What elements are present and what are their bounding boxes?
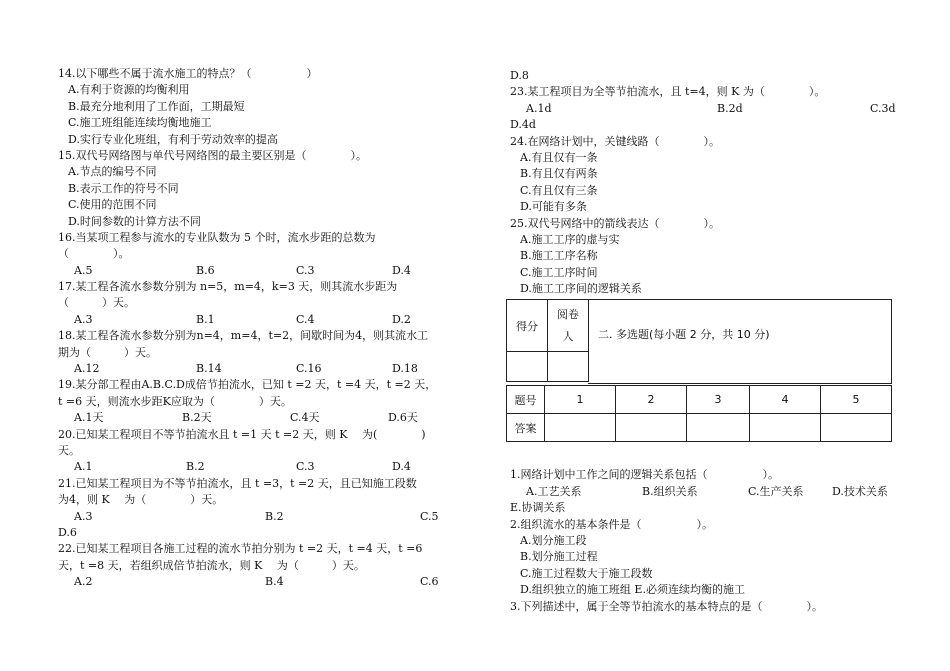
header-right-border	[891, 299, 892, 383]
q24-option-d: D.可能有多条	[520, 200, 587, 214]
q17-stem-line2: （ ）天。	[58, 296, 135, 310]
m1-option-e: E.协调关系	[510, 501, 566, 515]
q18-option-d: D.18	[392, 362, 418, 376]
q15-stem: 15.双代号网络图与单代号网络图的最主要区别是（ ）。	[58, 148, 367, 162]
q15-option-b: B.表示工作的符号不同	[68, 181, 179, 195]
q18-option-a: A.12	[74, 362, 100, 376]
grader-label-line1: 阅卷	[557, 307, 579, 321]
answer-cell-5[interactable]	[821, 414, 892, 442]
q23-option-c: C.3d	[870, 101, 896, 115]
header-top-border	[588, 299, 892, 300]
q23-option-b: B.2d	[717, 101, 743, 115]
q17-option-c: C.4	[296, 312, 315, 326]
grader-table	[506, 299, 589, 382]
m1-option-a: A.工艺关系	[526, 484, 582, 498]
q22-stem-line2: 天，t =8 天，若组织成倍节拍流水，则 K 为（ ）天。	[58, 558, 365, 572]
q20-options	[58, 459, 443, 475]
q14-option-d: D.实行专业化班组，有利于劳动效率的提高	[68, 132, 278, 146]
q19-option-b: B.2天	[182, 411, 212, 425]
q18-option-c: C.16	[296, 362, 322, 376]
q16-option-d: D.4	[392, 263, 411, 277]
left-column	[58, 66, 443, 591]
q25-option-b: B.施工工序名称	[520, 249, 598, 263]
q22-option-b: B.4	[265, 575, 284, 589]
q24-option-c: C.有且仅有三条	[520, 183, 598, 197]
q20-stem-line1: 20.已知某工程项目不等节拍流水且 t =1 天 t =2 天，则 K 为( )	[58, 427, 426, 441]
q17-option-d: D.2	[392, 312, 411, 326]
q16-option-b: B.6	[196, 263, 215, 277]
q21-stem-line2: 为4，则 K 为（ ）天。	[58, 493, 224, 507]
m1-option-c: C.生产关系	[748, 484, 804, 498]
q23-option-a: A.1d	[526, 101, 552, 115]
q15-option-a: A.节点的编号不同	[68, 165, 157, 179]
grader-label-line2: 人	[562, 329, 574, 343]
m2-option-b: B.划分施工过程	[520, 550, 598, 564]
m1-stem: 1.网络计划中工作之间的逻辑关系包括（ ）。	[510, 468, 779, 482]
q21-option-b: B.2	[265, 509, 284, 523]
grader-cell[interactable]	[548, 352, 589, 382]
q20-option-b: B.2	[186, 460, 205, 474]
q19-option-a: A.1天	[74, 411, 104, 425]
q14-option-b: B.最充分地利用了工作面，工期最短	[68, 99, 245, 113]
m1-options	[510, 484, 895, 500]
q17-stem-line1: 17.某工程各流水参数分别为 n=5，m=4，k=3 天，则其流水步距为	[58, 280, 398, 294]
q16-stem-line2: （ ）。	[58, 247, 130, 261]
q14-option-a: A.有利于资源的均衡利用	[68, 83, 190, 97]
right-column	[510, 68, 895, 615]
q22-option-a: A.2	[74, 575, 93, 589]
q19-stem-line2: t =6 天，则流水步距K应取为（ ）天。	[58, 394, 292, 408]
q16-option-c: C.3	[296, 263, 315, 277]
q15-option-c: C.使用的范围不同	[68, 198, 157, 212]
question-number-1: 1	[545, 386, 616, 414]
m1-option-b: B.组织关系	[642, 484, 698, 498]
m3-stem: 3.下列描述中，属于全等节拍流水的基本特点的是（ ）。	[510, 599, 823, 613]
q23-stem: 23.某工程项目为全等节拍流水，且 t=4，则 K 为（ ）。	[510, 85, 826, 99]
q19-option-c: C.4天	[290, 411, 320, 425]
header-border	[588, 383, 892, 384]
answer-label: 答案	[507, 414, 545, 442]
q25-stem: 25.双代号网络中的箭线表达（ ）。	[510, 216, 720, 230]
q21-stem-line1: 21.已知某工程项目为不等节拍流水，且 t =3，t =2 天，且已知施工段数	[58, 476, 417, 490]
question-number-5: 5	[821, 386, 892, 414]
q22-stem-line1: 22.已知某工程项目各施工过程的流水节拍分别为 t =2 天，t =4 天，t =6	[58, 542, 423, 556]
q19-option-d: D.6天	[388, 411, 418, 425]
q15-option-d: D.时间参数的计算方法不同	[68, 214, 201, 228]
q18-stem-line2: 期为（ ）天。	[58, 345, 157, 359]
q18-stem-line1: 18.某工程各流水参数分别为n=4，m=4，t=2，间歇时间为4，则其流水工	[58, 329, 429, 343]
question-number-4: 4	[750, 386, 821, 414]
q17-option-a: A.3	[74, 312, 93, 326]
q14-option-c: C.施工班组能连续均衡地施工	[68, 116, 212, 130]
q22-options	[58, 574, 443, 590]
q16-stem-line1: 16.当某项工程参与流水的专业队数为 5 个时，流水步距的总数为	[58, 230, 376, 244]
score-section	[506, 299, 895, 467]
answer-cell-1[interactable]	[545, 414, 616, 442]
m2-option-c: C.施工过程数大于施工段数	[520, 566, 653, 580]
q21-options	[58, 509, 443, 525]
q17-options	[58, 312, 443, 328]
q18-options	[58, 361, 443, 377]
q23-options	[510, 101, 895, 117]
question-number-2: 2	[616, 386, 687, 414]
q19-options	[58, 410, 443, 426]
q16-option-a: A.5	[74, 263, 93, 277]
q22-option-d: D.8	[510, 69, 529, 82]
q20-option-c: C.3	[296, 460, 315, 474]
score-cell[interactable]	[507, 352, 548, 382]
q23-option-d: D.4d	[510, 118, 536, 132]
grader-label	[548, 300, 589, 352]
answer-cell-3[interactable]	[687, 414, 750, 442]
answer-table	[506, 385, 892, 442]
q24-option-b: B.有且仅有两条	[520, 167, 598, 181]
section-title: 二. 多选题(每小题 2 分，共 10 分)	[598, 328, 770, 342]
q21-option-c: C.5	[420, 509, 439, 523]
q25-option-c: C.施工工序时间	[520, 265, 598, 279]
score-label: 得分	[507, 300, 548, 352]
q20-stem-line2: 天。	[58, 443, 80, 457]
question-number-3: 3	[687, 386, 750, 414]
m1-option-d: D.技术关系	[832, 484, 888, 498]
q22-option-c: C.6	[420, 575, 439, 589]
q20-option-d: D.4	[392, 460, 411, 474]
q25-option-d: D.施工工序间的逻辑关系	[520, 282, 642, 296]
q21-option-a: A.3	[74, 509, 93, 523]
answer-cell-2[interactable]	[616, 414, 687, 442]
m2-stem: 2.组织流水的基本条件是（ ）。	[510, 517, 713, 531]
m2-option-a: A.划分施工段	[520, 534, 587, 548]
question-number-label: 题号	[507, 386, 545, 414]
q24-option-a: A.有且仅有一条	[520, 150, 598, 164]
q14-stem: 14.以下哪些不属于流水施工的特点？（ ）	[58, 67, 318, 80]
q17-option-b: B.1	[196, 312, 215, 326]
q25-option-a: A.施工工序的虚与实	[520, 232, 620, 246]
q19-stem-line1: 19.某分部工程由A.B.C.D成倍节拍流水，已知 t =2 天，t =4 天，t =2 天，	[58, 378, 437, 392]
q24-stem: 24.在网络计划中，关键线路（ ）。	[510, 134, 720, 148]
q16-options	[58, 263, 443, 279]
q21-option-d: D.6	[58, 525, 77, 539]
m2-option-de: D.组织独立的施工班组 E.必须连续均衡的施工	[520, 583, 745, 597]
q18-option-b: B.14	[196, 362, 222, 376]
answer-cell-4[interactable]	[750, 414, 821, 442]
q20-option-a: A.1	[74, 460, 93, 474]
